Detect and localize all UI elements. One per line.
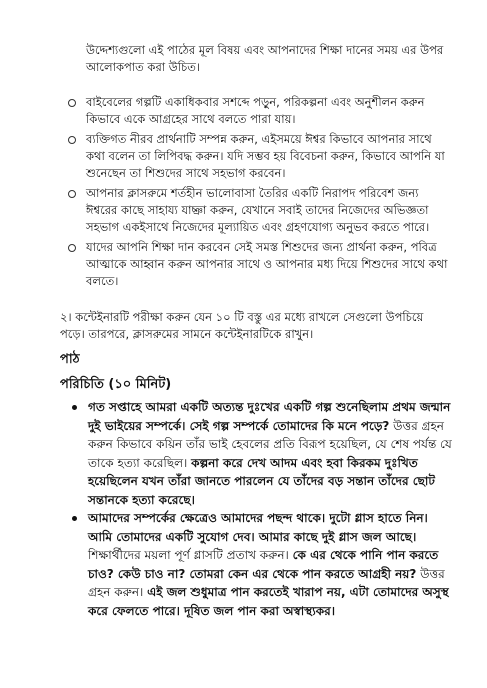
list-item: গত সপ্তাহে আমরা একটি অত্যন্ত দুঃখের একটি গল্প শুনেছিলাম প্রথম জন্মান দুই ভাইয়ের সম্পর্কে। সেই গল্প সম্পর্কে তোমাদের কি মনে পড়ে? উত্তর গ্রহন করুন কিভাবে কয়িন তাঁর ভাই হেবলের প্রতি বিরূপ হয়েছিল, যে শেষ পর্যন্ত যে তাকে হত্যা করেছিল। কল্পনা করে দেখ আদম এবং হবা কিরকম দুঃখিত হয়েছিলেন যখন তাঁরা জানতে পারলেন যে তাঁদের বড় সন্তান তাঁদের ছোট সন্তানকে হত্যা করেছে। [72,398,452,509]
circle-bullet-icon [68,244,76,252]
circle-bullet-icon [68,136,76,144]
circle-bullet-icon [68,99,76,107]
section-heading-introduction: পরিচিতি (১০ মিনিট) [60,377,172,392]
list-item: ব্যক্তিগত নীরব প্রার্থনাটি সম্পন্ন করুন, এইসময়ে ঈশ্বর কিভাবে আপনার সাথে কথা বলেন তা লিপিবদ্ধ করুন। যদি সম্ভব হয় বিবেচনা করুন, কিভাবে আপনি যা শুনেছেন তা শিশুদের সাথে সহভাগ করবেন। [66,131,452,182]
preparation-list [66,94,452,293]
numbered-paragraph: ২। কন্টেইনারটি পরীক্ষা করুন যেন ১০ টি বস্তু এর মধ্যে রাখলে সেগুলো উপচিয়ে পড়ে। তারপরে, ক্লাসরুমের সামনে কন্টেইনারটিকে রাখুন। [60,310,424,341]
disc-bullet-icon [72,405,77,410]
list-item: আমাদের সম্পর্কের ক্ষেত্রেও আমাদের পছন্দ থাকে। দুটো গ্লাস হাতে নিন। আমি তোমাদের একটি সুযোগ দেব। আমার কাছে দুই গ্লাস জল আছে। শিক্ষার্থীদের ময়লা পূর্ণ গ্লাসটি প্রতাখ করুন। কে এর থেকে পানি পান করতে চাও? কেউ চাও না? তোমরা কেন এর থেকে পান করতে আগ্রহী নয়? উত্তর গ্রহন করুন। এই জল শুধুমাত্র পান করতেই খারাপ নয়, এটা তোমাদের অসুস্থ করে ফেলতে পারে। দূষিত জল পান করা অস্বাস্থ্যকর। [72,509,452,620]
circle-bullet-icon [68,190,76,198]
list-item: যাদের আপনি শিক্ষা দান করবেন সেই সমস্ত শিশুদের জন্য প্রার্থনা করুন, পবিত্র আত্মাকে আহ্বান করুন আপনার সাথে ও আপনার মধ্য দিয়ে শিশুদের সাথে কথা বলতে। [66,239,452,290]
list-item: বাইবেলের গল্পটি একাধিকবার সশব্দে পড়ুন, পরিকল্পনা এবং অনুশীলন করুন কিভাবে একে আগ্রহের সাথে বলতে পারা যায়। [66,94,452,128]
introduction-list [72,398,452,620]
section-heading-lesson: পাঠ [60,352,80,367]
list-item: আপনার ক্লাসরুমে শর্তহীন ভালোবাসা তৈরির একটি নিরাপদ পরিবেশ জন্য ঈশ্বরের কাছে সাহায্য যাচ্ঞা করুন, যেখানে সবাই তাদের নিজেদের অভিজ্ঞতা সহভাগ একইসাথে নিজেদের মূল্যায়িত এবং গ্রহণযোগ্য অনুভব করতে পারে। [66,185,452,236]
continuation-text: উদ্দেশ্যগুলো এই পাঠের মূল বিষয় এবং আপনাদের শিক্ষা দানের সময় এর উপর আলোকপাত করা উচিত। [86,43,444,74]
disc-bullet-icon [72,516,77,521]
